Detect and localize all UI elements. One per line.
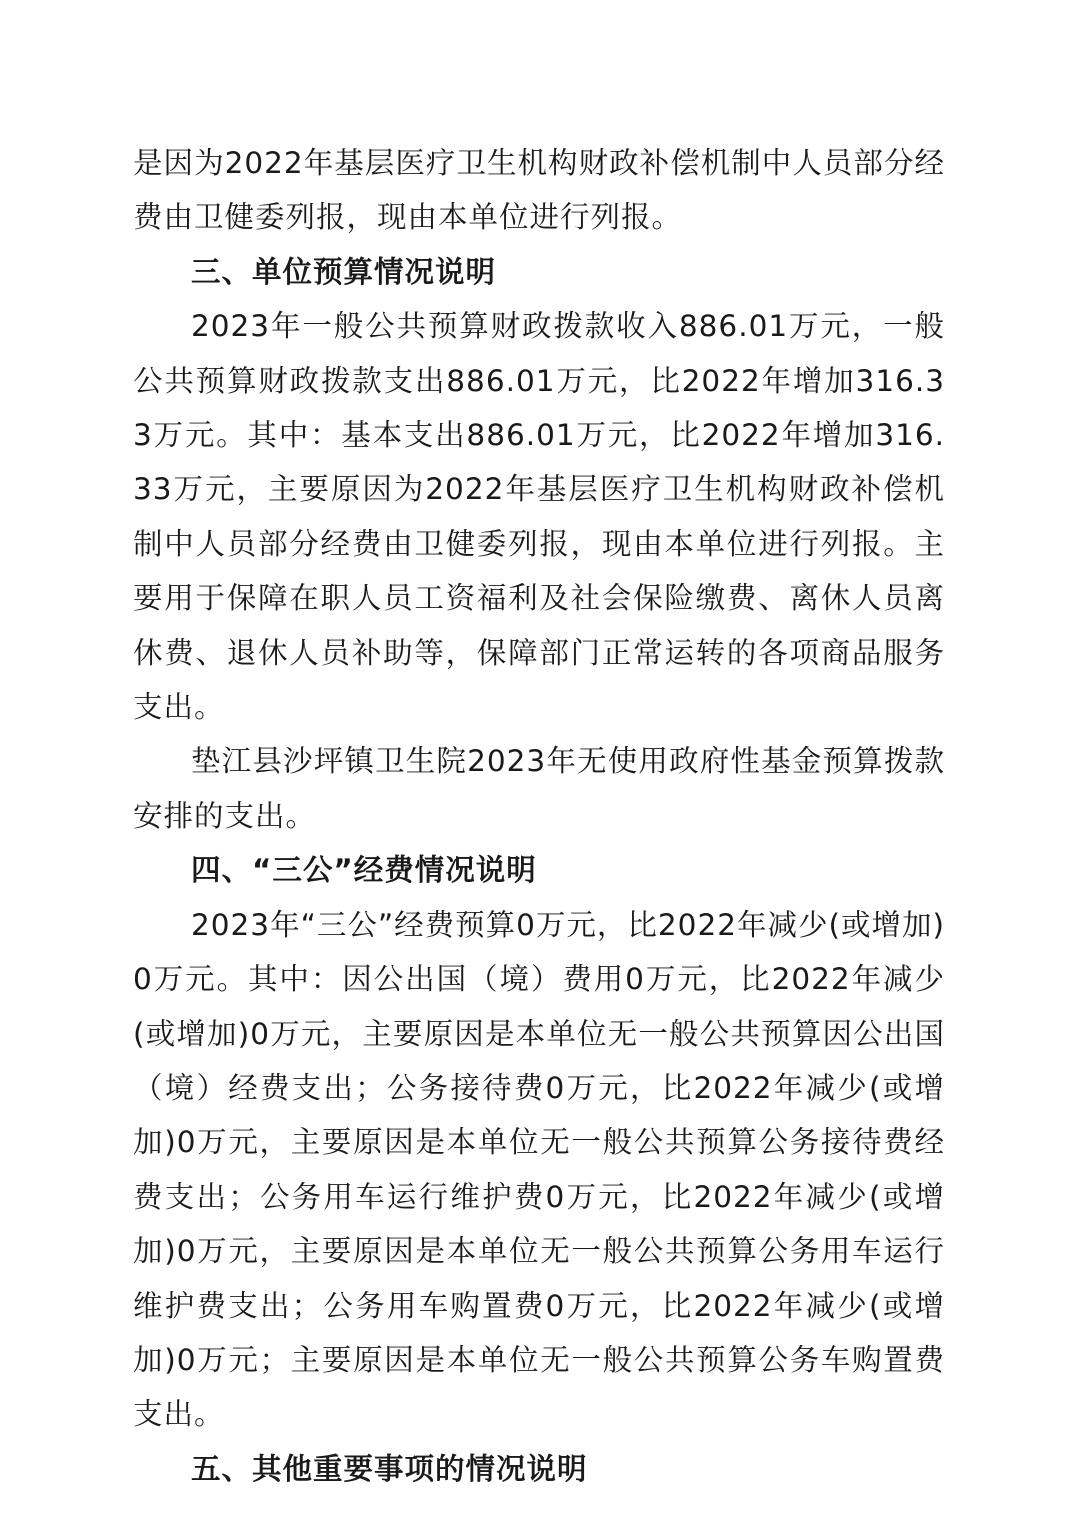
section-heading-other-matters: 五、其他重要事项的情况说明 bbox=[191, 1451, 588, 1486]
government-fund-paragraph: 垫江县沙坪镇卫生院2023年无使用政府性基金预算拨款安排的支出。 bbox=[133, 744, 945, 833]
section-heading-unit-budget: 三、单位预算情况说明 bbox=[191, 254, 497, 289]
unit-budget-paragraph: 2023年一般公共预算财政拨款收入886.01万元，一般公共预算财政拨款支出886.01万元，比2022年增加316.33万元。其中：基本支出886.01万元，比2022年增加316.33万元，主要原因为2022年基层医疗卫生机构财政补偿机制中人员部分经费由卫健委列报，现由本单位进行列报。主要用于保障在职人员工资福利及社会保险缴费、离休人员离休费、退休人员补助等，保障部门正常运转的各项商品服务支出。 bbox=[133, 309, 945, 725]
document-body bbox=[133, 136, 945, 1496]
continuation-paragraph: 是因为2022年基层医疗卫生机构财政补偿机制中人员部分经费由卫健委列报，现由本单位进行列报。 bbox=[133, 146, 945, 235]
section-heading-three-public: 四、“三公”经费情况说明 bbox=[191, 853, 537, 888]
three-public-paragraph: 2023年“三公”经费预算0万元，比2022年减少(或增加)0万元。其中：因公出国（境）费用0万元，比2022年减少(或增加)0万元，主要原因是本单位无一般公共预算因公出国（境）经费支出；公务接待费0万元，比2022年减少(或增加)0万元，主要原因是本单位无一般公共预算公务接待费经费支出；公务用车运行维护费0万元，比2022年减少(或增加)0万元，主要原因是本单位无一般公共预算公务用车运行维护费支出；公务用车购置费0万元，比2022年减少(或增加)0万元；主要原因是本单位无一般公共预算公务车购置费支出。 bbox=[133, 907, 946, 1432]
